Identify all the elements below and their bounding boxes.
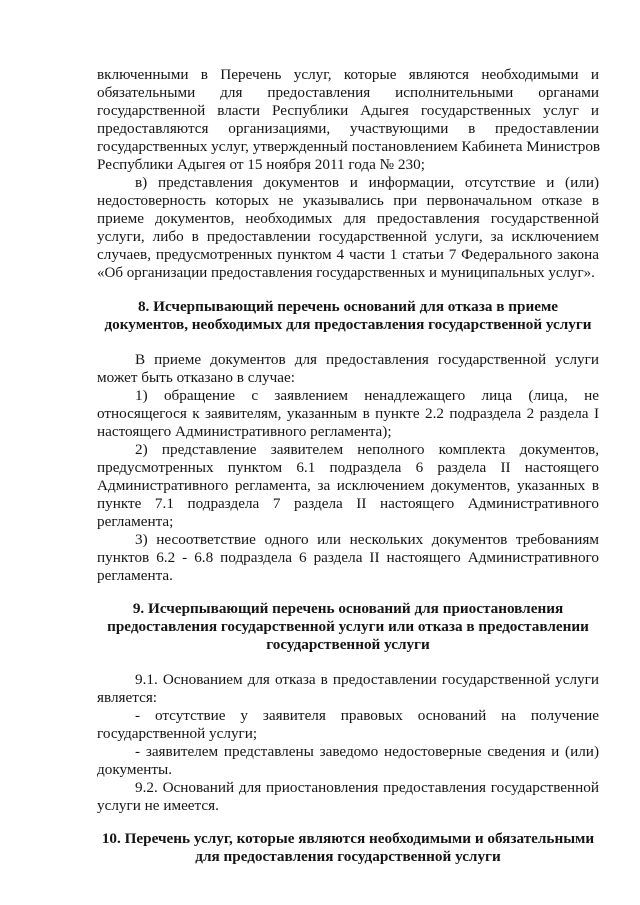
section-heading-10: 10. Перечень услуг, которые являются необходимыми и обязательными <box>101 830 595 847</box>
section-heading-9: предоставления государственной услуги или отказа в предоставлении <box>107 618 589 635</box>
text-line: включенными в Перечень услуг, которые являются необходимыми и <box>97 66 599 83</box>
text-line: 1) обращение с заявлением ненадлежащего лица (лица, не <box>135 387 599 404</box>
section-heading-10: для предоставления государственной услуги <box>195 848 501 865</box>
text-line: настоящего Административного регламента); <box>97 423 392 440</box>
text-line: государственных услуг, утвержденный постановлением Кабинета Министров <box>97 138 601 155</box>
section-heading-8: документов, необходимых для предоставления государственной услуги <box>104 316 592 333</box>
section-heading-9: 9. Исчерпывающий перечень оснований для приостановления <box>132 600 564 617</box>
section-heading-9: государственной услуги <box>266 636 430 653</box>
text-line: в) представления документов и информации, отсутствие и (или) <box>135 174 599 191</box>
text-line: услуги, либо в предоставлении государственной услуги, за исключением <box>97 228 599 245</box>
text-line: государственной услуги; <box>97 725 258 742</box>
text-line: приеме документов, необходимых для предоставления государственной <box>97 210 599 227</box>
text-line: предусмотренных пунктом 6.1 подраздела 6 раздела II настоящего <box>97 459 599 476</box>
text-line: 9.2. Оснований для приостановления предоставления государственной <box>135 779 599 796</box>
text-line: обязательными для предоставления исполнительными органами <box>97 84 599 101</box>
text-line: недостоверность которых не указывались при первоначальном отказе в <box>97 192 599 209</box>
text-line: «Об организации предоставления государственных и муниципальных услуг». <box>97 265 595 281</box>
text-line: - отсутствие у заявителя правовых оснований на получение <box>135 707 599 724</box>
text-line: В приеме документов для предоставления государственной услуги <box>135 351 599 368</box>
text-line: пункте 7.1 подраздела 7 раздела II настоящего Административного <box>97 495 599 512</box>
text-line: - заявителем представлены заведомо недостоверные сведения и (или) <box>135 743 599 760</box>
text-line: услуги не имеется. <box>97 797 219 814</box>
text-line: пунктов 6.2 - 6.8 подраздела 6 раздела II настоящего Административного <box>97 549 599 566</box>
text-line: государственной власти Республики Адыгея государственных услуг и <box>97 102 599 119</box>
text-line: 2) представление заявителем неполного комплекта документов, <box>135 441 599 458</box>
text-line: документы. <box>97 761 172 778</box>
text-line: может быть отказано в случае: <box>97 369 295 386</box>
text-line: Административного регламента, за исключением документов, указанных в <box>97 477 599 494</box>
text-line: Республики Адыгея от 15 ноября 2011 года № 230; <box>97 156 425 173</box>
text-line: 9.1. Основанием для отказа в предоставлении государственной услуги <box>135 671 599 688</box>
section-heading-8: 8. Исчерпывающий перечень оснований для отказа в приеме <box>137 298 559 315</box>
text-line: случаев, предусмотренных пунктом 4 части 1 статьи 7 Федерального закона <box>97 246 599 263</box>
text-line: регламента; <box>97 513 174 530</box>
text-line: относящегося к заявителям, указанным в пункте 2.2 подраздела 2 раздела I <box>97 405 599 422</box>
text-line: является: <box>97 689 158 706</box>
text-line: предоставляются организациями, участвующими в предоставлении <box>97 120 599 137</box>
text-line: 3) несоответствие одного или нескольких документов требованиям <box>135 531 599 548</box>
text-line: регламента. <box>97 567 173 584</box>
